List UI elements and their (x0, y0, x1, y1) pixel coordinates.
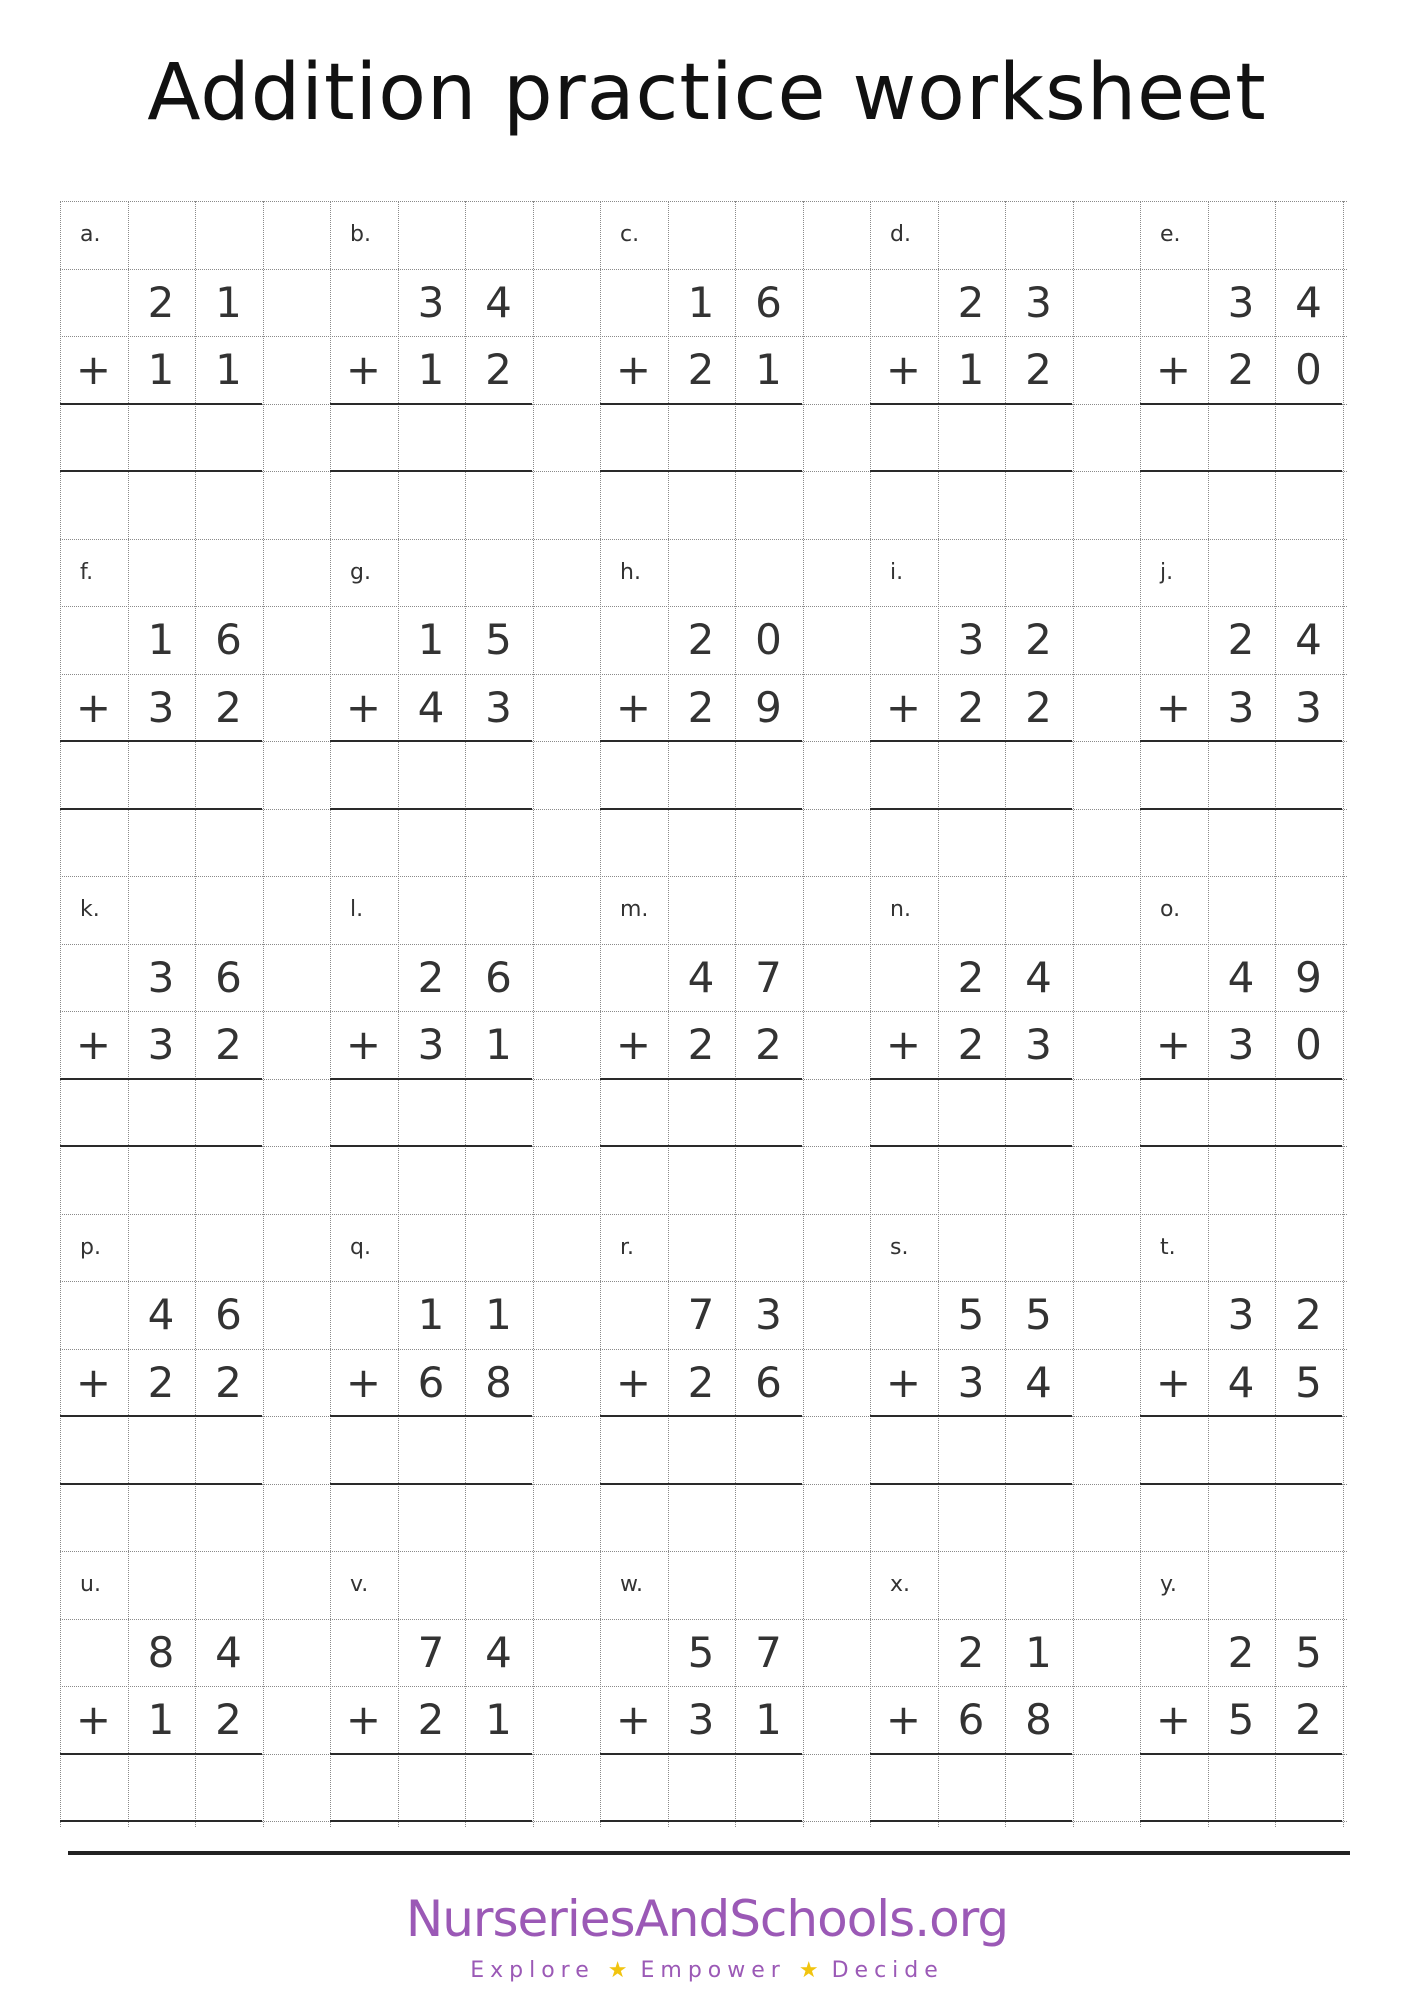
bottom-number-tens-digit: 3 (417, 1020, 445, 1069)
answer-cell[interactable] (1005, 1079, 1072, 1146)
top-number-tens-digit: 2 (957, 277, 985, 327)
bottom-number-tens-digit: 2 (687, 1357, 715, 1407)
plus-sign: + (885, 345, 922, 394)
answer-underline (870, 808, 1072, 810)
answer-cell[interactable] (195, 1416, 262, 1483)
sum-line (330, 1415, 532, 1417)
sum-line (600, 403, 802, 405)
bottom-number-ones-digit: 2 (215, 682, 242, 732)
answer-cell[interactable] (465, 1416, 532, 1483)
answer-cell[interactable] (330, 1079, 397, 1146)
answer-cell[interactable] (195, 404, 262, 471)
answer-cell[interactable] (668, 1754, 735, 1821)
answer-cell[interactable] (195, 1079, 262, 1146)
problem-label: l. (350, 897, 364, 922)
bottom-number-tens-digit: 6 (957, 1695, 985, 1744)
answer-underline (600, 470, 802, 472)
problem-label: c. (620, 222, 640, 247)
plus-sign: + (615, 345, 652, 394)
bottom-number-tens-digit: 1 (417, 345, 445, 394)
top-number-ones-digit: 6 (485, 952, 512, 1002)
answer-underline (600, 1483, 802, 1485)
top-number-tens-digit: 3 (1227, 1290, 1255, 1339)
answer-cell[interactable] (398, 1079, 465, 1146)
answer-cell[interactable] (668, 741, 735, 808)
problem-label: m. (620, 897, 649, 922)
grid-column-line (803, 201, 804, 1827)
top-number-tens-digit: 5 (687, 1627, 715, 1677)
answer-cell[interactable] (1275, 1754, 1342, 1821)
sum-line (1140, 1753, 1342, 1755)
answer-cell[interactable] (600, 1416, 667, 1483)
answer-cell[interactable] (330, 404, 397, 471)
answer-cell[interactable] (1275, 1416, 1342, 1483)
plus-sign: + (615, 1695, 652, 1744)
plus-sign: + (75, 1020, 112, 1069)
bottom-number-tens-digit: 4 (417, 682, 445, 732)
plus-sign: + (345, 1020, 382, 1069)
bottom-number-ones-digit: 2 (1025, 682, 1052, 732)
answer-underline (870, 1145, 1072, 1147)
plus-sign: + (885, 682, 922, 732)
top-number-ones-digit: 4 (1025, 952, 1052, 1002)
bottom-number-ones-digit: 4 (1025, 1357, 1052, 1407)
top-number-ones-digit: 2 (1295, 1290, 1322, 1339)
answer-cell[interactable] (735, 1416, 802, 1483)
answer-cell[interactable] (398, 1754, 465, 1821)
bottom-number-ones-digit: 5 (1295, 1357, 1322, 1407)
plus-sign: + (75, 345, 112, 394)
top-number-tens-digit: 1 (417, 1290, 445, 1339)
sum-line (330, 1078, 532, 1080)
bottom-number-ones-digit: 3 (1025, 1020, 1052, 1069)
answer-underline (60, 470, 262, 472)
plus-sign: + (75, 1695, 112, 1744)
bottom-number-ones-digit: 1 (755, 1695, 782, 1744)
tagline-decide: Decide (831, 1958, 944, 1983)
answer-underline (60, 1483, 262, 1485)
answer-cell[interactable] (60, 1754, 127, 1821)
problem-label: v. (350, 1572, 369, 1597)
bottom-number-ones-digit: 1 (215, 345, 242, 394)
sum-line (1140, 740, 1342, 742)
grid-column-line (1343, 201, 1344, 1827)
bottom-number-tens-digit: 3 (957, 1357, 985, 1407)
top-number-ones-digit: 9 (1295, 952, 1322, 1002)
brand-tagline (0, 1958, 1414, 1983)
plus-sign: + (885, 1357, 922, 1407)
answer-cell[interactable] (735, 1754, 802, 1821)
answer-cell[interactable] (398, 1416, 465, 1483)
problem-label: g. (350, 559, 371, 585)
answer-cell[interactable] (1275, 741, 1342, 808)
answer-cell[interactable] (195, 1754, 262, 1821)
top-number-tens-digit: 1 (147, 615, 175, 664)
sum-line (60, 740, 262, 742)
bottom-number-ones-digit: 0 (1295, 345, 1322, 394)
answer-cell[interactable] (128, 1416, 195, 1483)
answer-underline (600, 808, 802, 810)
answer-underline (330, 1483, 532, 1485)
top-number-tens-digit: 8 (147, 1627, 175, 1677)
page-title: Addition practice worksheet (147, 48, 1267, 138)
answer-cell[interactable] (668, 1079, 735, 1146)
problem-label: r. (620, 1234, 635, 1260)
answer-cell[interactable] (128, 1079, 195, 1146)
top-number-ones-digit: 4 (485, 1627, 512, 1677)
answer-underline (60, 808, 262, 810)
sum-line (600, 1753, 802, 1755)
top-number-tens-digit: 1 (417, 615, 445, 664)
sum-line (330, 403, 532, 405)
answer-cell[interactable] (1005, 1416, 1072, 1483)
top-number-ones-digit: 7 (755, 952, 782, 1002)
top-number-ones-digit: 5 (485, 615, 512, 664)
answer-cell[interactable] (398, 404, 465, 471)
bottom-number-tens-digit: 2 (687, 1020, 715, 1069)
bottom-number-tens-digit: 2 (1227, 345, 1255, 394)
plus-sign: + (75, 682, 112, 732)
top-number-ones-digit: 5 (1025, 1290, 1052, 1339)
plus-sign: + (885, 1695, 922, 1744)
answer-cell[interactable] (1005, 404, 1072, 471)
plus-sign: + (345, 682, 382, 732)
answer-underline (1140, 1145, 1342, 1147)
bottom-number-ones-digit: 2 (215, 1020, 242, 1069)
bottom-number-tens-digit: 4 (1227, 1357, 1255, 1407)
answer-underline (870, 1483, 1072, 1485)
bottom-number-tens-digit: 3 (1227, 1020, 1255, 1069)
sum-line (870, 403, 1072, 405)
plus-sign: + (75, 1357, 112, 1407)
plus-sign: + (1155, 345, 1192, 394)
top-number-ones-digit: 4 (1295, 277, 1322, 327)
sum-line (600, 1078, 802, 1080)
answer-cell[interactable] (735, 1079, 802, 1146)
plus-sign: + (1155, 682, 1192, 732)
top-number-ones-digit: 2 (1025, 615, 1052, 664)
plus-sign: + (345, 1357, 382, 1407)
plus-sign: + (1155, 1695, 1192, 1744)
star-icon: ★ (607, 1958, 628, 1983)
bottom-number-ones-digit: 2 (485, 345, 512, 394)
answer-underline (330, 1145, 532, 1147)
top-number-tens-digit: 4 (147, 1290, 175, 1339)
problem-label: j. (1160, 559, 1174, 585)
grid-column-line (1073, 201, 1074, 1827)
answer-cell[interactable] (398, 741, 465, 808)
answer-underline (600, 1145, 802, 1147)
problem-label: d. (890, 222, 911, 247)
bottom-number-tens-digit: 3 (147, 682, 175, 732)
plus-sign: + (345, 345, 382, 394)
answer-cell[interactable] (128, 404, 195, 471)
problem-label: x. (890, 1572, 911, 1597)
problem-label: e. (1160, 222, 1181, 247)
answer-underline (60, 1145, 262, 1147)
top-number-ones-digit: 3 (1025, 277, 1052, 327)
bottom-number-tens-digit: 1 (147, 345, 175, 394)
bottom-number-tens-digit: 2 (417, 1695, 445, 1744)
sum-line (870, 1415, 1072, 1417)
bottom-number-tens-digit: 2 (147, 1357, 175, 1407)
sum-line (60, 1415, 262, 1417)
grid-column-line (533, 201, 534, 1827)
bottom-number-ones-digit: 9 (755, 682, 782, 732)
problem-label: i. (890, 559, 904, 585)
answer-cell[interactable] (600, 404, 667, 471)
top-number-ones-digit: 1 (215, 277, 242, 327)
bottom-number-ones-digit: 2 (755, 1020, 782, 1069)
bottom-number-ones-digit: 3 (1295, 682, 1322, 732)
answer-underline (600, 1820, 802, 1822)
answer-cell[interactable] (1208, 404, 1275, 471)
top-number-ones-digit: 6 (215, 1290, 242, 1339)
sum-line (870, 740, 1072, 742)
answer-cell[interactable] (870, 1754, 937, 1821)
top-number-ones-digit: 5 (1295, 1627, 1322, 1677)
answer-cell[interactable] (1208, 1416, 1275, 1483)
answer-cell[interactable] (1005, 741, 1072, 808)
problem-label: y. (1160, 1572, 1177, 1597)
answer-cell[interactable] (735, 404, 802, 471)
answer-cell[interactable] (938, 1079, 1005, 1146)
sum-line (60, 1078, 262, 1080)
bottom-number-tens-digit: 6 (417, 1357, 445, 1407)
problem-label: a. (80, 222, 101, 247)
answer-cell[interactable] (330, 741, 397, 808)
top-number-tens-digit: 3 (147, 952, 175, 1002)
bottom-number-ones-digit: 2 (215, 1357, 242, 1407)
answer-underline (870, 470, 1072, 472)
bottom-number-ones-digit: 1 (485, 1020, 512, 1069)
answer-cell[interactable] (1140, 404, 1207, 471)
top-number-ones-digit: 1 (1025, 1627, 1052, 1677)
top-number-tens-digit: 3 (417, 277, 445, 327)
answer-cell[interactable] (1140, 1079, 1207, 1146)
top-number-ones-digit: 7 (755, 1627, 782, 1677)
bottom-number-ones-digit: 2 (215, 1695, 242, 1744)
answer-cell[interactable] (465, 1754, 532, 1821)
answer-underline (1140, 1483, 1342, 1485)
top-number-tens-digit: 5 (957, 1290, 985, 1339)
answer-cell[interactable] (465, 1079, 532, 1146)
answer-underline (330, 1820, 532, 1822)
answer-cell[interactable] (195, 741, 262, 808)
top-number-ones-digit: 4 (215, 1627, 242, 1677)
plus-sign: + (345, 1695, 382, 1744)
answer-cell[interactable] (938, 404, 1005, 471)
bottom-number-ones-digit: 0 (1295, 1020, 1322, 1069)
top-number-tens-digit: 4 (687, 952, 715, 1002)
answer-cell[interactable] (465, 741, 532, 808)
plus-sign: + (615, 1357, 652, 1407)
sum-line (330, 1753, 532, 1755)
bottom-number-tens-digit: 1 (957, 345, 985, 394)
bottom-number-tens-digit: 2 (957, 682, 985, 732)
answer-cell[interactable] (60, 404, 127, 471)
problem-label: s. (890, 1234, 909, 1260)
problem-label: b. (350, 222, 371, 247)
tagline-explore: Explore (470, 1958, 595, 1983)
answer-cell[interactable] (60, 1079, 127, 1146)
sum-line (60, 403, 262, 405)
answer-underline (870, 1820, 1072, 1822)
star-icon: ★ (798, 1958, 819, 1983)
problem-label: f. (80, 559, 94, 585)
answer-cell[interactable] (938, 1416, 1005, 1483)
answer-cell[interactable] (600, 741, 667, 808)
top-number-tens-digit: 2 (957, 1627, 985, 1677)
sum-line (1140, 1078, 1342, 1080)
bottom-number-ones-digit: 8 (1025, 1695, 1052, 1744)
answer-cell[interactable] (668, 1416, 735, 1483)
top-number-ones-digit: 4 (485, 277, 512, 327)
answer-underline (1140, 470, 1342, 472)
bottom-number-tens-digit: 3 (147, 1020, 175, 1069)
answer-underline (330, 470, 532, 472)
answer-cell[interactable] (870, 741, 937, 808)
answer-cell[interactable] (60, 1416, 127, 1483)
answer-cell[interactable] (1140, 741, 1207, 808)
plus-sign: + (1155, 1020, 1192, 1069)
problem-label: u. (80, 1572, 101, 1597)
bottom-number-tens-digit: 2 (687, 345, 715, 394)
bottom-number-tens-digit: 3 (1227, 682, 1255, 732)
sum-line (870, 1078, 1072, 1080)
answer-cell[interactable] (330, 1754, 397, 1821)
bottom-number-tens-digit: 5 (1227, 1695, 1255, 1744)
sum-line (60, 1753, 262, 1755)
bottom-number-ones-digit: 1 (755, 345, 782, 394)
answer-cell[interactable] (938, 1754, 1005, 1821)
top-number-tens-digit: 7 (687, 1290, 715, 1339)
sum-line (1140, 1415, 1342, 1417)
answer-cell[interactable] (128, 1754, 195, 1821)
bottom-number-ones-digit: 3 (485, 682, 512, 732)
top-number-tens-digit: 2 (1227, 1627, 1255, 1677)
plus-sign: + (615, 682, 652, 732)
bottom-number-tens-digit: 2 (687, 682, 715, 732)
bottom-number-ones-digit: 2 (1295, 1695, 1322, 1744)
bottom-number-tens-digit: 3 (687, 1695, 715, 1744)
bottom-number-ones-digit: 8 (485, 1357, 512, 1407)
answer-cell[interactable] (1005, 1754, 1072, 1821)
answer-cell[interactable] (1275, 1079, 1342, 1146)
plus-sign: + (885, 1020, 922, 1069)
top-number-tens-digit: 2 (957, 952, 985, 1002)
answer-cell[interactable] (600, 1079, 667, 1146)
top-number-ones-digit: 6 (215, 952, 242, 1002)
top-number-tens-digit: 2 (417, 952, 445, 1002)
answer-underline (1140, 1820, 1342, 1822)
brand-logo: NurseriesAndSchools.org (405, 1890, 1009, 1948)
answer-cell[interactable] (1140, 1754, 1207, 1821)
bottom-number-ones-digit: 1 (485, 1695, 512, 1744)
answer-cell[interactable] (465, 404, 532, 471)
plus-sign: + (1155, 1357, 1192, 1407)
answer-underline (1140, 808, 1342, 810)
bottom-number-ones-digit: 6 (755, 1357, 782, 1407)
top-number-tens-digit: 3 (957, 615, 985, 664)
problem-label: o. (1160, 897, 1181, 922)
answer-cell[interactable] (1275, 404, 1342, 471)
answer-cell[interactable] (870, 1079, 937, 1146)
bottom-number-ones-digit: 2 (1025, 345, 1052, 394)
top-number-tens-digit: 2 (687, 615, 715, 664)
top-number-ones-digit: 0 (755, 615, 782, 664)
answer-cell[interactable] (735, 741, 802, 808)
answer-underline (330, 808, 532, 810)
problem-label: q. (350, 1234, 371, 1260)
answer-cell[interactable] (600, 1754, 667, 1821)
sum-line (870, 1753, 1072, 1755)
problem-label: t. (1160, 1234, 1176, 1260)
top-number-tens-digit: 3 (1227, 277, 1255, 327)
tagline-empower: Empower (640, 1958, 786, 1983)
worksheet-grid (60, 201, 1347, 1827)
top-number-tens-digit: 2 (147, 277, 175, 327)
answer-cell[interactable] (938, 741, 1005, 808)
answer-cell[interactable] (1208, 741, 1275, 808)
answer-cell[interactable] (1140, 1416, 1207, 1483)
problem-label: p. (80, 1234, 101, 1260)
top-number-tens-digit: 2 (1227, 615, 1255, 664)
answer-cell[interactable] (870, 404, 937, 471)
problem-label: w. (620, 1572, 643, 1597)
bottom-number-tens-digit: 2 (957, 1020, 985, 1069)
answer-cell[interactable] (1208, 1079, 1275, 1146)
top-number-tens-digit: 4 (1227, 952, 1255, 1002)
plus-sign: + (615, 1020, 652, 1069)
top-number-ones-digit: 4 (1295, 615, 1322, 664)
bottom-number-tens-digit: 1 (147, 1695, 175, 1744)
sum-line (330, 740, 532, 742)
top-number-ones-digit: 3 (755, 1290, 782, 1339)
top-number-tens-digit: 7 (417, 1627, 445, 1677)
top-number-ones-digit: 6 (215, 615, 242, 664)
problem-label: h. (620, 559, 641, 585)
problem-label: n. (890, 897, 911, 922)
sum-line (600, 740, 802, 742)
footer-divider (68, 1851, 1350, 1855)
grid-column-line (263, 201, 264, 1827)
answer-cell[interactable] (60, 741, 127, 808)
answer-cell[interactable] (1208, 1754, 1275, 1821)
sum-line (600, 1415, 802, 1417)
top-number-ones-digit: 1 (485, 1290, 512, 1339)
answer-underline (60, 1820, 262, 1822)
top-number-tens-digit: 1 (687, 277, 715, 327)
answer-cell[interactable] (668, 404, 735, 471)
answer-cell[interactable] (128, 741, 195, 808)
top-number-ones-digit: 6 (755, 277, 782, 327)
sum-line (1140, 403, 1342, 405)
answer-cell[interactable] (870, 1416, 937, 1483)
answer-cell[interactable] (330, 1416, 397, 1483)
problem-label: k. (80, 897, 100, 922)
